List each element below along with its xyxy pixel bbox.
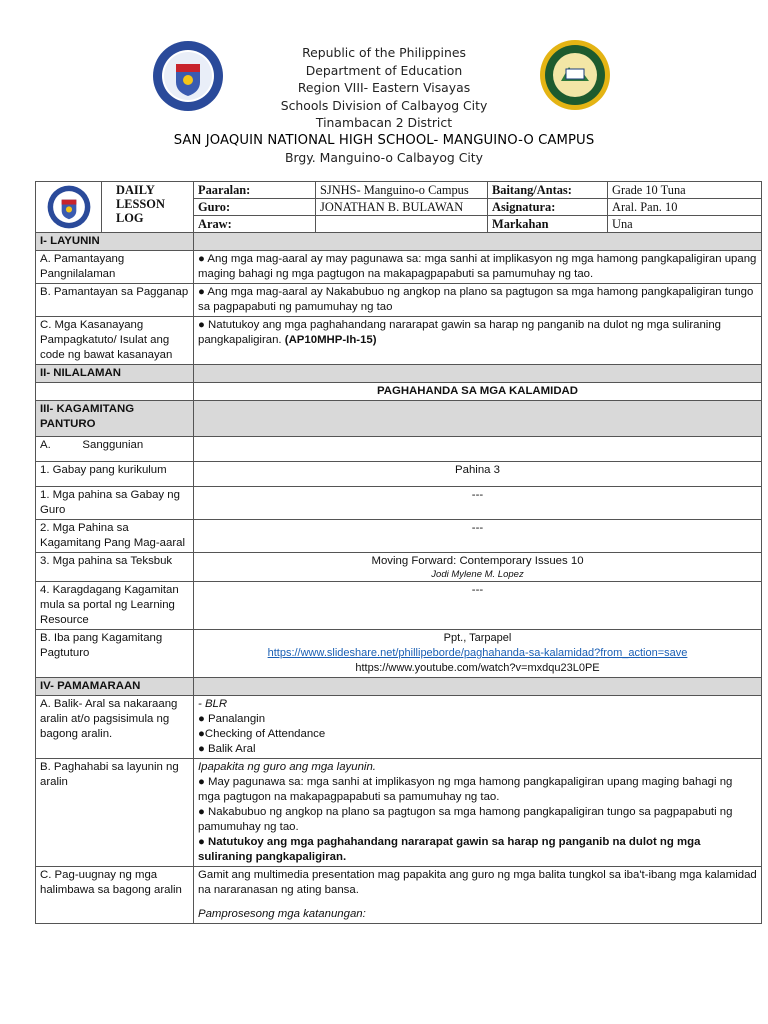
subject-value: Aral. Pan. 10: [608, 199, 762, 216]
paghahabi-row: [36, 759, 762, 867]
lesson-log-table: [35, 181, 762, 924]
kasanayan-cell: [194, 317, 762, 365]
pamantayang-text: ● Ang mga mag-aaral ay may pagunawa sa: mga sanhi at implikasyon ng mga hamong pangkapaligiran upang maging bahagi ng mga pagtugon na makapagpapabuti sa pamumuhay ng tao.: [194, 251, 762, 284]
section-nilalaman-row: [36, 365, 762, 383]
pag-uugnay-text: Gamit ang multimedia presentation mag papakita ang guro ng mga balita tungkol sa iba't-ibang mga kalamidad na nararanasan ng ating bansa.: [198, 869, 757, 896]
pag-uugnay-row: [36, 867, 762, 924]
title-row: [36, 182, 762, 199]
kagamitang-value: ---: [194, 520, 762, 553]
day-value: [316, 216, 488, 233]
grade-label: Baitang/Antas:: [488, 182, 608, 199]
district-line: Tinambacan 2 District: [315, 115, 453, 130]
pagganap-text: ● Ang mga mag-aaral ay Nakabubuo ng angkop na plano sa pagtugon sa mga hamong pangkapaligiran tungo sa pagpapabuti ng pamumuhay ng tao: [194, 284, 762, 317]
teksbuk-label: 3. Mga pahina sa Teksbuk: [36, 553, 194, 582]
paghahabi-label: B. Paghahabi sa layunin ng aralin: [36, 759, 194, 867]
pamantayang-label: A. Pamantayang Pangnilalaman: [36, 251, 194, 284]
pag-uugnay-prompt: Pamprosesong mga katanungan:: [198, 908, 366, 920]
paghahabi-cell: [194, 759, 762, 867]
iba-label: B. Iba pang Kagamitang Pagtuturo: [36, 630, 194, 678]
kasanayan-row: [36, 317, 762, 365]
school-name: SAN JOAQUIN NATIONAL HIGH SCHOOL- MANGUINO-O CAMPUS: [173, 132, 595, 148]
section-kagamitan-row: [36, 401, 762, 437]
kasanayan-label: C. Mga Kasanayang Pampagkatuto/ Isulat ang code ng bawat kasanayan: [36, 317, 194, 365]
teksbuk-title: Moving Forward: Contemporary Issues 10: [371, 555, 584, 567]
gabay-guro-row: [36, 487, 762, 520]
paghahabi-item-1: ● May pagunawa sa: mga sanhi at implikasyon ng mga hamong pangkapaligiran upang maging bahagi ng mga pagtugon na makapagpapabuti sa pamumuhay ng tao.: [198, 776, 733, 803]
gabay-guro-value: ---: [194, 487, 762, 520]
section-layunin-fill: [194, 233, 762, 251]
school-address: Brgy. Manguino-o Calbayog City: [284, 150, 483, 165]
gabay-kurikulum-value: Pahina 3: [194, 462, 762, 487]
teacher-label: Guro:: [194, 199, 316, 216]
sanggunian-value: [194, 437, 762, 462]
iba-cell: [194, 630, 762, 678]
teksbuk-cell: [194, 553, 762, 582]
school-value: SJNHS- Manguino-o Campus: [316, 182, 488, 199]
paghahabi-item-2: ● Nakabubuo ng angkop na plano sa pagtugon sa mga hamong pangkapaligiran tungo sa pagpapabuti ng pamumuhay ng tao.: [198, 806, 733, 833]
balik-item-attendance: ●Checking of Attendance: [198, 728, 326, 740]
pagganap-label: B. Pamantayan sa Pagganap: [36, 284, 194, 317]
portal-row: [36, 582, 762, 630]
kasanayan-code: (AP10MHP-Ih-15): [284, 334, 377, 346]
gabay-guro-label: 1. Mga pahina sa Gabay ng Guro: [36, 487, 194, 520]
nilalaman-topic: PAGHAHANDA SA MGA KALAMIDAD: [194, 383, 762, 401]
sanggunian-row: [36, 437, 762, 462]
portal-label: 4. Karagdagang Kagamitan mula sa portal ng Learning Resource: [36, 582, 194, 630]
school-label: Paaralan:: [194, 182, 316, 199]
balik-item-balik-aral: ● Balik Aral: [198, 743, 256, 755]
republic-line: Republic of the Philippines: [302, 45, 466, 60]
quarter-label: Markahan: [488, 216, 608, 233]
kagamitang-label: 2. Mga Pahina sa Kagamitang Pang Mag-aaral: [36, 520, 194, 553]
grade-value: Grade 10 Tuna: [608, 182, 762, 199]
section-pamamaraan-fill: [194, 678, 762, 696]
section-pamamaraan-row: [36, 678, 762, 696]
section-layunin: I- LAYUNIN: [36, 233, 194, 251]
paghahabi-item-3: ● Natutukoy ang mga paghahandang nararapat gawin sa harap ng panganib na dulot ng mga suliraning pangkapaligiran.: [198, 836, 701, 863]
gabay-kurikulum-label: 1. Gabay pang kurikulum: [36, 462, 194, 487]
nilalaman-row: [36, 383, 762, 401]
subject-label: Asignatura:: [488, 199, 608, 216]
gabay-kurikulum-row: [36, 462, 762, 487]
nilalaman-blank: [36, 383, 194, 401]
pag-uugnay-label: C. Pag-uugnay ng mga halimbawa sa bagong aralin: [36, 867, 194, 924]
section-nilalaman-fill: [194, 365, 762, 383]
deped-seal-icon: [47, 185, 91, 229]
iba-row: [36, 630, 762, 678]
kasanayan-text: ● Natutukoy ang mga paghahandang nararapat gawin sa harap ng panganib na dulot ng mga suliraning pangkapaligiran.: [198, 319, 722, 346]
paghahabi-intro: Ipapakita ng guro ang mga layunin.: [198, 761, 376, 773]
pagganap-row: [36, 284, 762, 317]
youtube-link[interactable]: https://www.youtube.com/watch?v=mxdqu23L0PE: [355, 662, 600, 674]
day-label: Araw:: [194, 216, 316, 233]
quarter-value: Una: [608, 216, 762, 233]
teacher-value: JONATHAN B. BULAWAN: [316, 199, 488, 216]
dll-title: DAILY LESSON LOG: [102, 182, 194, 233]
section-kagamitan: III- KAGAMITANG PANTURO: [36, 401, 194, 437]
balik-cell: [194, 696, 762, 759]
iba-materials: Ppt., Tarpapel: [443, 632, 512, 644]
pamantayang-row: [36, 251, 762, 284]
balik-item-panalangin: ● Panalangin: [198, 713, 266, 725]
section-nilalaman: II- NILALAMAN: [36, 365, 194, 383]
teksbuk-author: Jodi Mylene M. Lopez: [431, 569, 524, 580]
section-layunin-row: [36, 233, 762, 251]
mini-seal-cell: [36, 182, 102, 233]
division-line: Schools Division of Calbayog City: [280, 97, 488, 113]
kagamitang-row: [36, 520, 762, 553]
section-kagamitan-fill: [194, 401, 762, 437]
balik-label: A. Balik- Aral sa nakaraang aralin at/o pagsisimula ng bagong aralin.: [36, 696, 194, 759]
sanggunian-label: A. Sanggunian: [36, 437, 194, 462]
section-pamamaraan: IV- PAMAMARAAN: [36, 678, 194, 696]
region-line: Region VIII- Eastern Visayas: [297, 80, 471, 95]
balik-row: [36, 696, 762, 759]
document-header: [0, 44, 768, 167]
balik-blr: - BLR: [198, 698, 228, 710]
pag-uugnay-cell: [194, 867, 762, 924]
teksbuk-row: [36, 553, 762, 582]
portal-value: ---: [194, 582, 762, 630]
slideshare-link[interactable]: https://www.slideshare.net/phillipeborde/paghahanda-sa-kalamidad?from_action=save: [267, 647, 688, 659]
department-line: Department of Education: [305, 62, 463, 78]
